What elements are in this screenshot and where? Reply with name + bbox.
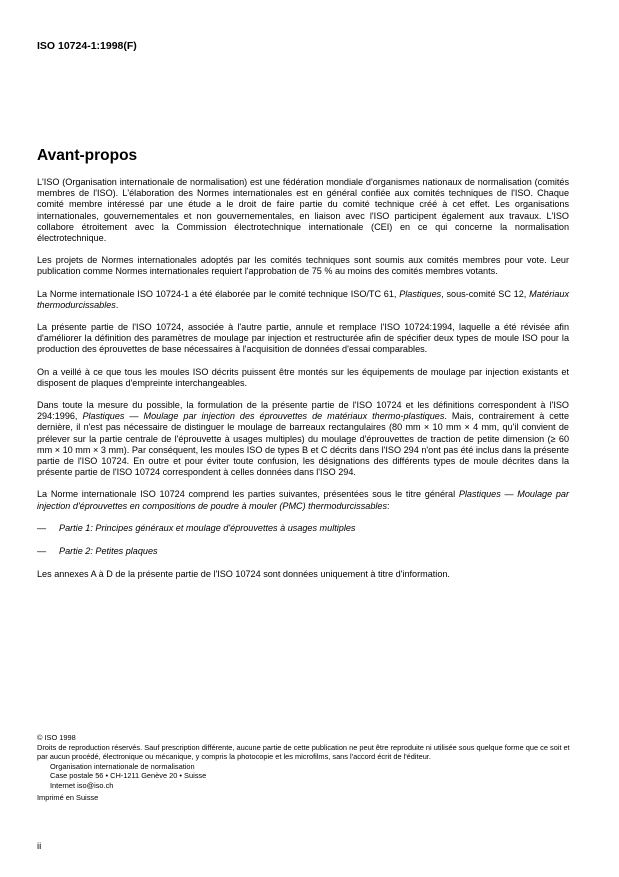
list-item-part-2 bbox=[37, 546, 569, 557]
printed-in: Imprimé en Suisse bbox=[37, 792, 99, 802]
formulation-text-a: Dans toute la mesure du possible, la formulation de la présente partie de l'ISO 10724 et les définitions correspondent à l'ISO 294:1996, bbox=[37, 400, 569, 422]
formulation-text-c: . Mais, contrairement à cette dernière, il n'est pas nécessaire de distinguer le moulage de barreaux rectangulaires (80 mm × 10 mm × 4 mm, qu'il convient de prélever sur la partie centrale de l'éprouvette à usages multiples) du moulage d'éprouvettes de traction de petite dimension (≥ 60 mm × 10 mm × 3 mm). Par conséquent, les moules ISO de types B et C décrits dans l'ISO 294 n'ont pas été inclus dans la présente partie de l'ISO 10724. En outre et pour éviter toute confusion, les désignations des différents types de moule décrites dans la présente partie de l'ISO 10724 correspondent à celles données dans l'ISO 294. bbox=[37, 411, 570, 478]
paragraph-voting: Les projets de Normes internationales adoptés par les comités techniques sont soumis aux comités membres pour vote. Leur publication comme Normes internationales requiert l'approbation de 75 % au moins des comités membres votants. bbox=[37, 255, 569, 277]
dash-bullet: — bbox=[37, 546, 47, 557]
parts-intro-text-a: La Norme internationale ISO 10724 comprend les parties suivantes, présentées sous le titre général bbox=[37, 489, 459, 500]
section-title: Avant-propos bbox=[37, 147, 138, 164]
postal-address: Case postale 56 • CH-1211 Genève 20 • Suisse bbox=[50, 771, 207, 781]
document-id-header: ISO 10724-1:1998(F) bbox=[37, 40, 137, 52]
paragraph-revision: La présente partie de l'ISO 10724, associée à l'autre partie, annule et remplace l'ISO 10724:1994, laquelle a été révisée afin d'améliorer la définition des paramètres de moulage par injection et restructurée afin de spécifier deux types de moule ISO pour la production des éprouvettes de base nécessaires à l'acquisition de données d'essai comparables. bbox=[37, 322, 569, 355]
part-2-title: Partie 2: Petites plaques bbox=[59, 546, 158, 557]
paragraph-formulation bbox=[37, 400, 569, 478]
parts-intro-text-c: : bbox=[387, 500, 390, 511]
committee-materiaux: Matériaux thermodurcissables bbox=[37, 288, 569, 310]
paragraph-moulds: On a veillé à ce que tous les moules ISO décrits puissent être montés sur les équipements de moulage par injection existants et disposent de plaques d'empreinte interchangeables. bbox=[37, 366, 569, 388]
committee-text-e: . bbox=[115, 299, 119, 310]
paragraph-committee bbox=[37, 289, 569, 311]
copyright-line: © ISO 1998 bbox=[37, 733, 76, 742]
organisation-name: Organisation internationale de normalisation bbox=[50, 761, 195, 771]
page-number: ii bbox=[37, 841, 42, 852]
part-1-title: Partie 1: Principes généraux et moulage d'éprouvettes à usages multiples bbox=[59, 522, 356, 533]
paragraph-iso-intro: L'ISO (Organisation internationale de normalisation) est une fédération mondiale d'organismes nationaux de normalisation (comités membres de l'ISO). L'élaboration des Normes internationales est en général confiée aux comités techniques de l'ISO. Chaque comité membre intéressé par une étude a le droit de faire partie du comité technique créé à cet effet. Les organisations internationales, gouvernementales et non gouvernementales, en liaison avec l'ISO participent également aux travaux. L'ISO collabore étroitement avec la Commission électrotechnique internationale (CEI) en ce qui concerne la normalisation électrotechnique. bbox=[37, 177, 569, 244]
copyright-footer bbox=[37, 733, 577, 802]
dash-bullet: — bbox=[37, 522, 47, 533]
committee-text-c: , sous-comité SC 12, bbox=[441, 288, 530, 299]
committee-text-a: La Norme internationale ISO 10724-1 a été élaborée par le comité technique ISO/TC 61, bbox=[37, 288, 400, 299]
list-item-part-1 bbox=[37, 523, 569, 534]
paragraph-parts-intro bbox=[37, 489, 569, 511]
formulation-iso294-title: Plastiques — Moulage par injection des éprouvettes de matériaux thermo-plastiques bbox=[82, 411, 445, 422]
paragraph-annexes: Les annexes A à D de la présente partie de l'ISO 10724 sont données uniquement à titre d'information. bbox=[37, 569, 450, 580]
foreword-body bbox=[37, 177, 569, 591]
committee-plastiques: Plastiques bbox=[399, 288, 442, 299]
rights-notice: Droits de reproduction réservés. Sauf prescription différente, aucune partie de cette publication ne peut être reproduite ni utilisée sous quelque forme que ce soit et par aucun procédé, électronique ou mécanique, y compris la photocopie et les microfilms, sans l'accord écrit de l'éditeur. bbox=[37, 742, 570, 762]
parts-general-title: Plastiques — Moulage par injection d'éprouvettes en compositions de poudre à mouler (PMC) thermodurcissables bbox=[37, 489, 570, 511]
internet-contact: Internet iso@iso.ch bbox=[50, 780, 114, 790]
